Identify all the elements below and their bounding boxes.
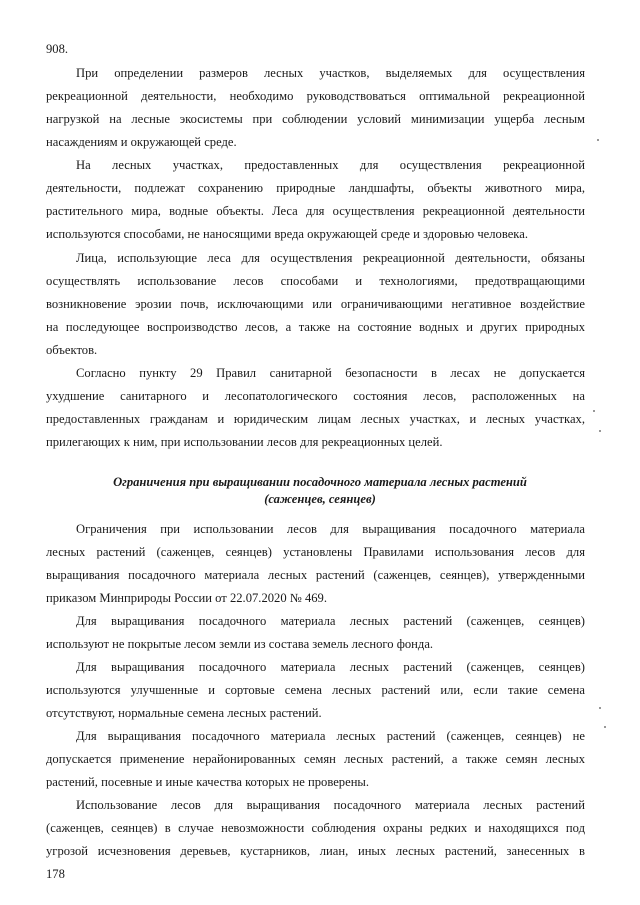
- paragraph-line: используются способами, не наносящими вреда окружающей среде и здоровью человека.: [46, 227, 528, 241]
- paragraph-line: лесных растений (саженцев, сеянцев) установлены Правилами использования лесов для: [46, 545, 585, 559]
- paragraph-line: выращивания посадочного материала лесных растений (саженцев, сеянцев), утвержденными: [46, 568, 585, 582]
- paragraph-line: При определении размеров лесных участков, выделяемых для осуществления: [76, 66, 585, 80]
- paragraph-line: Для выращивания посадочного материала лесных растений (саженцев, сеянцев): [76, 614, 585, 628]
- top-fragment: 908.: [46, 42, 69, 56]
- paragraph-line: Для выращивания посадочного материала лесных растений (саженцев, сеянцев): [76, 660, 585, 674]
- paragraph-line: Ограничения при использовании лесов для выращивания посадочного материала: [76, 522, 585, 536]
- scan-speck: [593, 410, 595, 412]
- paragraph-line: ухудшение санитарного и лесопатологического состояния лесов, расположенных на: [46, 389, 585, 403]
- paragraph-line: насаждениям и окружающей среде.: [46, 135, 237, 149]
- paragraph-line: объектов.: [46, 343, 98, 357]
- paragraph-line: используются улучшенные и сортовые семена лесных растений или, если такие семена: [46, 683, 585, 697]
- paragraph-line: На лесных участках, предоставленных для осуществления рекреационной: [76, 158, 585, 172]
- scan-speck: [599, 430, 601, 432]
- paragraph-line: нагрузкой на лесные экосистемы при соблюдении условий минимизации ущерба лесным: [46, 112, 585, 126]
- paragraph-line: допускается применение нерайонированных семян лесных растений, а также семян лесных: [46, 752, 585, 766]
- paragraph-line: осуществлять использование лесов способами и технологиями, предотвращающими: [46, 274, 585, 288]
- paragraph-line: деятельности, подлежат сохранению природные ландшафты, объекты животного мира,: [46, 181, 585, 195]
- paragraph-line: рекреационной деятельности, необходимо руководствоваться оптимальной рекреационной: [46, 89, 585, 103]
- paragraph-line: растений, посевные и иные качества которых не проверены.: [46, 775, 370, 789]
- paragraph-line: (саженцев, сеянцев) в случае невозможности соблюдения охраны редких и находящихся под: [46, 821, 585, 835]
- paragraph-line: прилегающих к ним, при использовании лесов для рекреационных целей.: [46, 435, 443, 449]
- paragraph-line: Для выращивания посадочного материала лесных растений (саженцев, сеянцев) не: [76, 729, 585, 743]
- paragraph-line: Использование лесов для выращивания посадочного материала лесных растений: [76, 798, 585, 812]
- paragraph-line: Лица, использующие леса для осуществления рекреационной деятельности, обязаны: [76, 251, 585, 265]
- paragraph-line: Согласно пункту 29 Правил санитарной безопасности в лесах не допускается: [76, 366, 585, 380]
- paragraph-line: угрозой исчезновения деревьев, кустарников, лиан, иных лесных растений, занесенных в: [46, 844, 585, 858]
- paragraph-line: растительного мира, водные объекты. Леса для осуществления рекреационной деятельности: [46, 204, 585, 218]
- page-number: 178: [46, 867, 65, 881]
- scan-speck: [599, 707, 601, 709]
- scan-speck: [597, 139, 599, 141]
- section-heading: [60, 474, 580, 508]
- paragraph-line: используют не покрытые лесом земли из состава земель лесного фонда.: [46, 637, 434, 651]
- scan-speck: [604, 726, 606, 728]
- section-heading-line: (саженцев, сеянцев): [264, 492, 376, 506]
- paragraph-line: предоставленных гражданам и юридическим лицам лесных участках, и лесных участках,: [46, 412, 585, 426]
- paragraph-line: отсутствуют, нормальные семена лесных растений.: [46, 706, 322, 720]
- paragraph-line: на последующее воспроизводство лесов, а также на состояние водных и других природных: [46, 320, 585, 334]
- paragraph-line: возникновение эрозии почв, исключающими или ограничивающими негативное воздействие: [46, 297, 585, 311]
- section-heading-line: Ограничения при выращивании посадочного материала лесных растений: [113, 475, 527, 489]
- paragraph-line: приказом Минприроды России от 22.07.2020 № 469.: [46, 591, 327, 605]
